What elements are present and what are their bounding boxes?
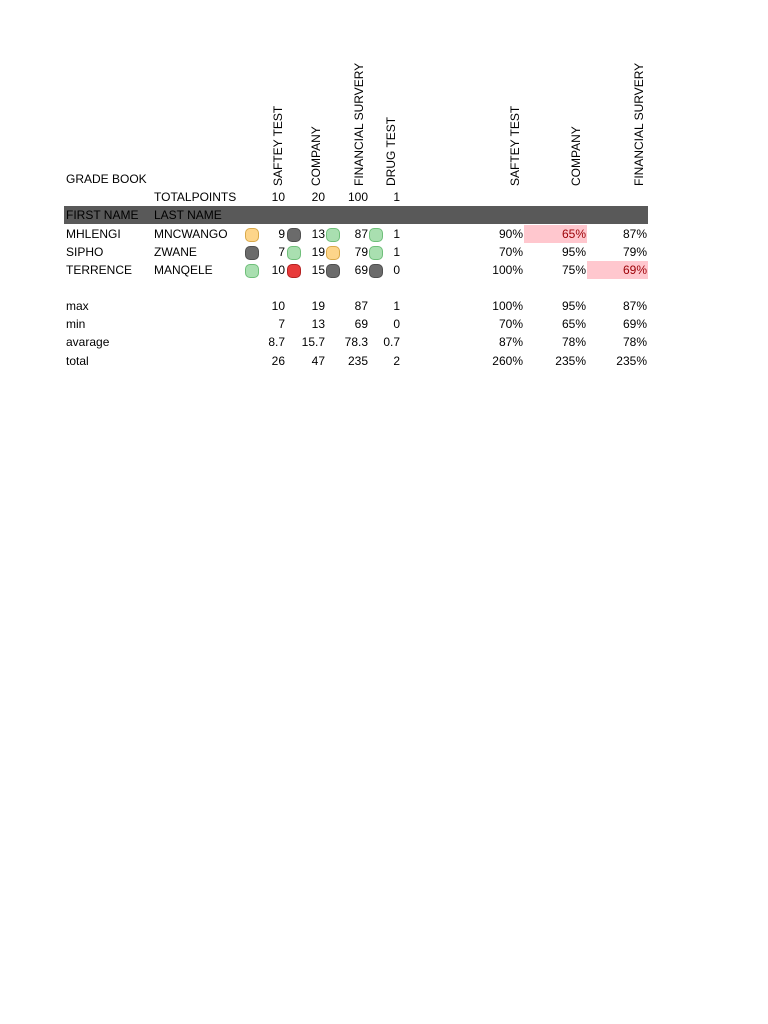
stat-drug: 0.7: [383, 335, 400, 349]
student-first-name: SIPHO: [66, 245, 104, 259]
header-first-name: FIRST NAME: [66, 208, 139, 222]
col-header-pct-company: COMPANY: [569, 126, 583, 186]
stat-pct-financial: 69%: [622, 317, 647, 331]
score-financial: 79: [354, 245, 368, 259]
student-first-name: TERRENCE: [66, 263, 133, 277]
stat-drug: 1: [393, 299, 400, 313]
col-header-pct-safety: SAFTEY TEST: [508, 105, 522, 186]
stat-company: 19: [311, 299, 325, 313]
score-company: 15: [311, 263, 325, 277]
pct-company: 75%: [561, 263, 586, 277]
stat-pct-company: 235%: [555, 354, 586, 368]
score-drug: 1: [393, 227, 400, 241]
stat-financial: 235: [347, 354, 368, 368]
stat-drug: 2: [393, 354, 400, 368]
pct-financial: 79%: [622, 245, 647, 259]
stat-pct-safety: 87%: [498, 335, 523, 349]
score-company: 19: [311, 245, 325, 259]
stat-financial: 87: [354, 299, 368, 313]
stat-pct-company: 65%: [561, 317, 586, 331]
pct-company: 65%: [561, 227, 586, 241]
total-safety: 10: [271, 190, 285, 204]
stat-pct-safety: 260%: [492, 354, 523, 368]
col-header-financial: FINANCIAL SURVERY: [352, 62, 366, 186]
score-financial: 87: [354, 227, 368, 241]
stat-financial: 78.3: [344, 335, 368, 349]
score-financial: 69: [354, 263, 368, 277]
stat-pct-company: 95%: [561, 299, 586, 313]
student-last-name: ZWANE: [154, 245, 197, 259]
header-row: [64, 206, 648, 224]
stat-label: total: [66, 354, 89, 368]
pct-safety: 100%: [492, 263, 523, 277]
stat-label: max: [66, 299, 89, 313]
stat-financial: 69: [354, 317, 368, 331]
grade-book-title: GRADE BOOK: [66, 172, 147, 186]
student-last-name: MANQELE: [154, 263, 213, 277]
pct-safety: 90%: [498, 227, 523, 241]
score-drug: 1: [393, 245, 400, 259]
stat-label: avarage: [66, 335, 110, 349]
pct-company: 95%: [561, 245, 586, 259]
stat-drug: 0: [393, 317, 400, 331]
stat-pct-financial: 78%: [622, 335, 647, 349]
score-safety: 7: [278, 245, 285, 259]
stat-safety: 8.7: [268, 335, 285, 349]
pct-financial: 87%: [622, 227, 647, 241]
stat-safety: 10: [271, 299, 285, 313]
pct-safety: 70%: [498, 245, 523, 259]
stat-company: 47: [311, 354, 325, 368]
stat-pct-safety: 70%: [498, 317, 523, 331]
student-last-name: MNCWANGO: [154, 227, 228, 241]
stat-pct-financial: 235%: [616, 354, 647, 368]
score-safety: 10: [271, 263, 285, 277]
header-last-name: LAST NAME: [154, 208, 222, 222]
stat-safety: 26: [271, 354, 285, 368]
stat-safety: 7: [278, 317, 285, 331]
total-financial: 100: [347, 190, 368, 204]
score-safety: 9: [278, 227, 285, 241]
total-drug: 1: [393, 190, 400, 204]
score-drug: 0: [393, 263, 400, 277]
col-header-drug: DRUG TEST: [384, 116, 398, 186]
stat-company: 15.7: [301, 335, 325, 349]
col-header-pct-financial: FINANCIAL SURVERY: [632, 62, 646, 186]
pct-financial: 69%: [622, 263, 647, 277]
stat-company: 13: [311, 317, 325, 331]
stat-pct-financial: 87%: [622, 299, 647, 313]
totalpoints-label: TOTALPOINTS: [154, 190, 237, 204]
stat-pct-safety: 100%: [492, 299, 523, 313]
score-company: 13: [311, 227, 325, 241]
col-header-company: COMPANY: [309, 126, 323, 186]
student-first-name: MHLENGI: [66, 227, 121, 241]
stat-pct-company: 78%: [561, 335, 586, 349]
col-header-safety: SAFTEY TEST: [271, 105, 285, 186]
stat-label: min: [66, 317, 86, 331]
total-company: 20: [311, 190, 325, 204]
